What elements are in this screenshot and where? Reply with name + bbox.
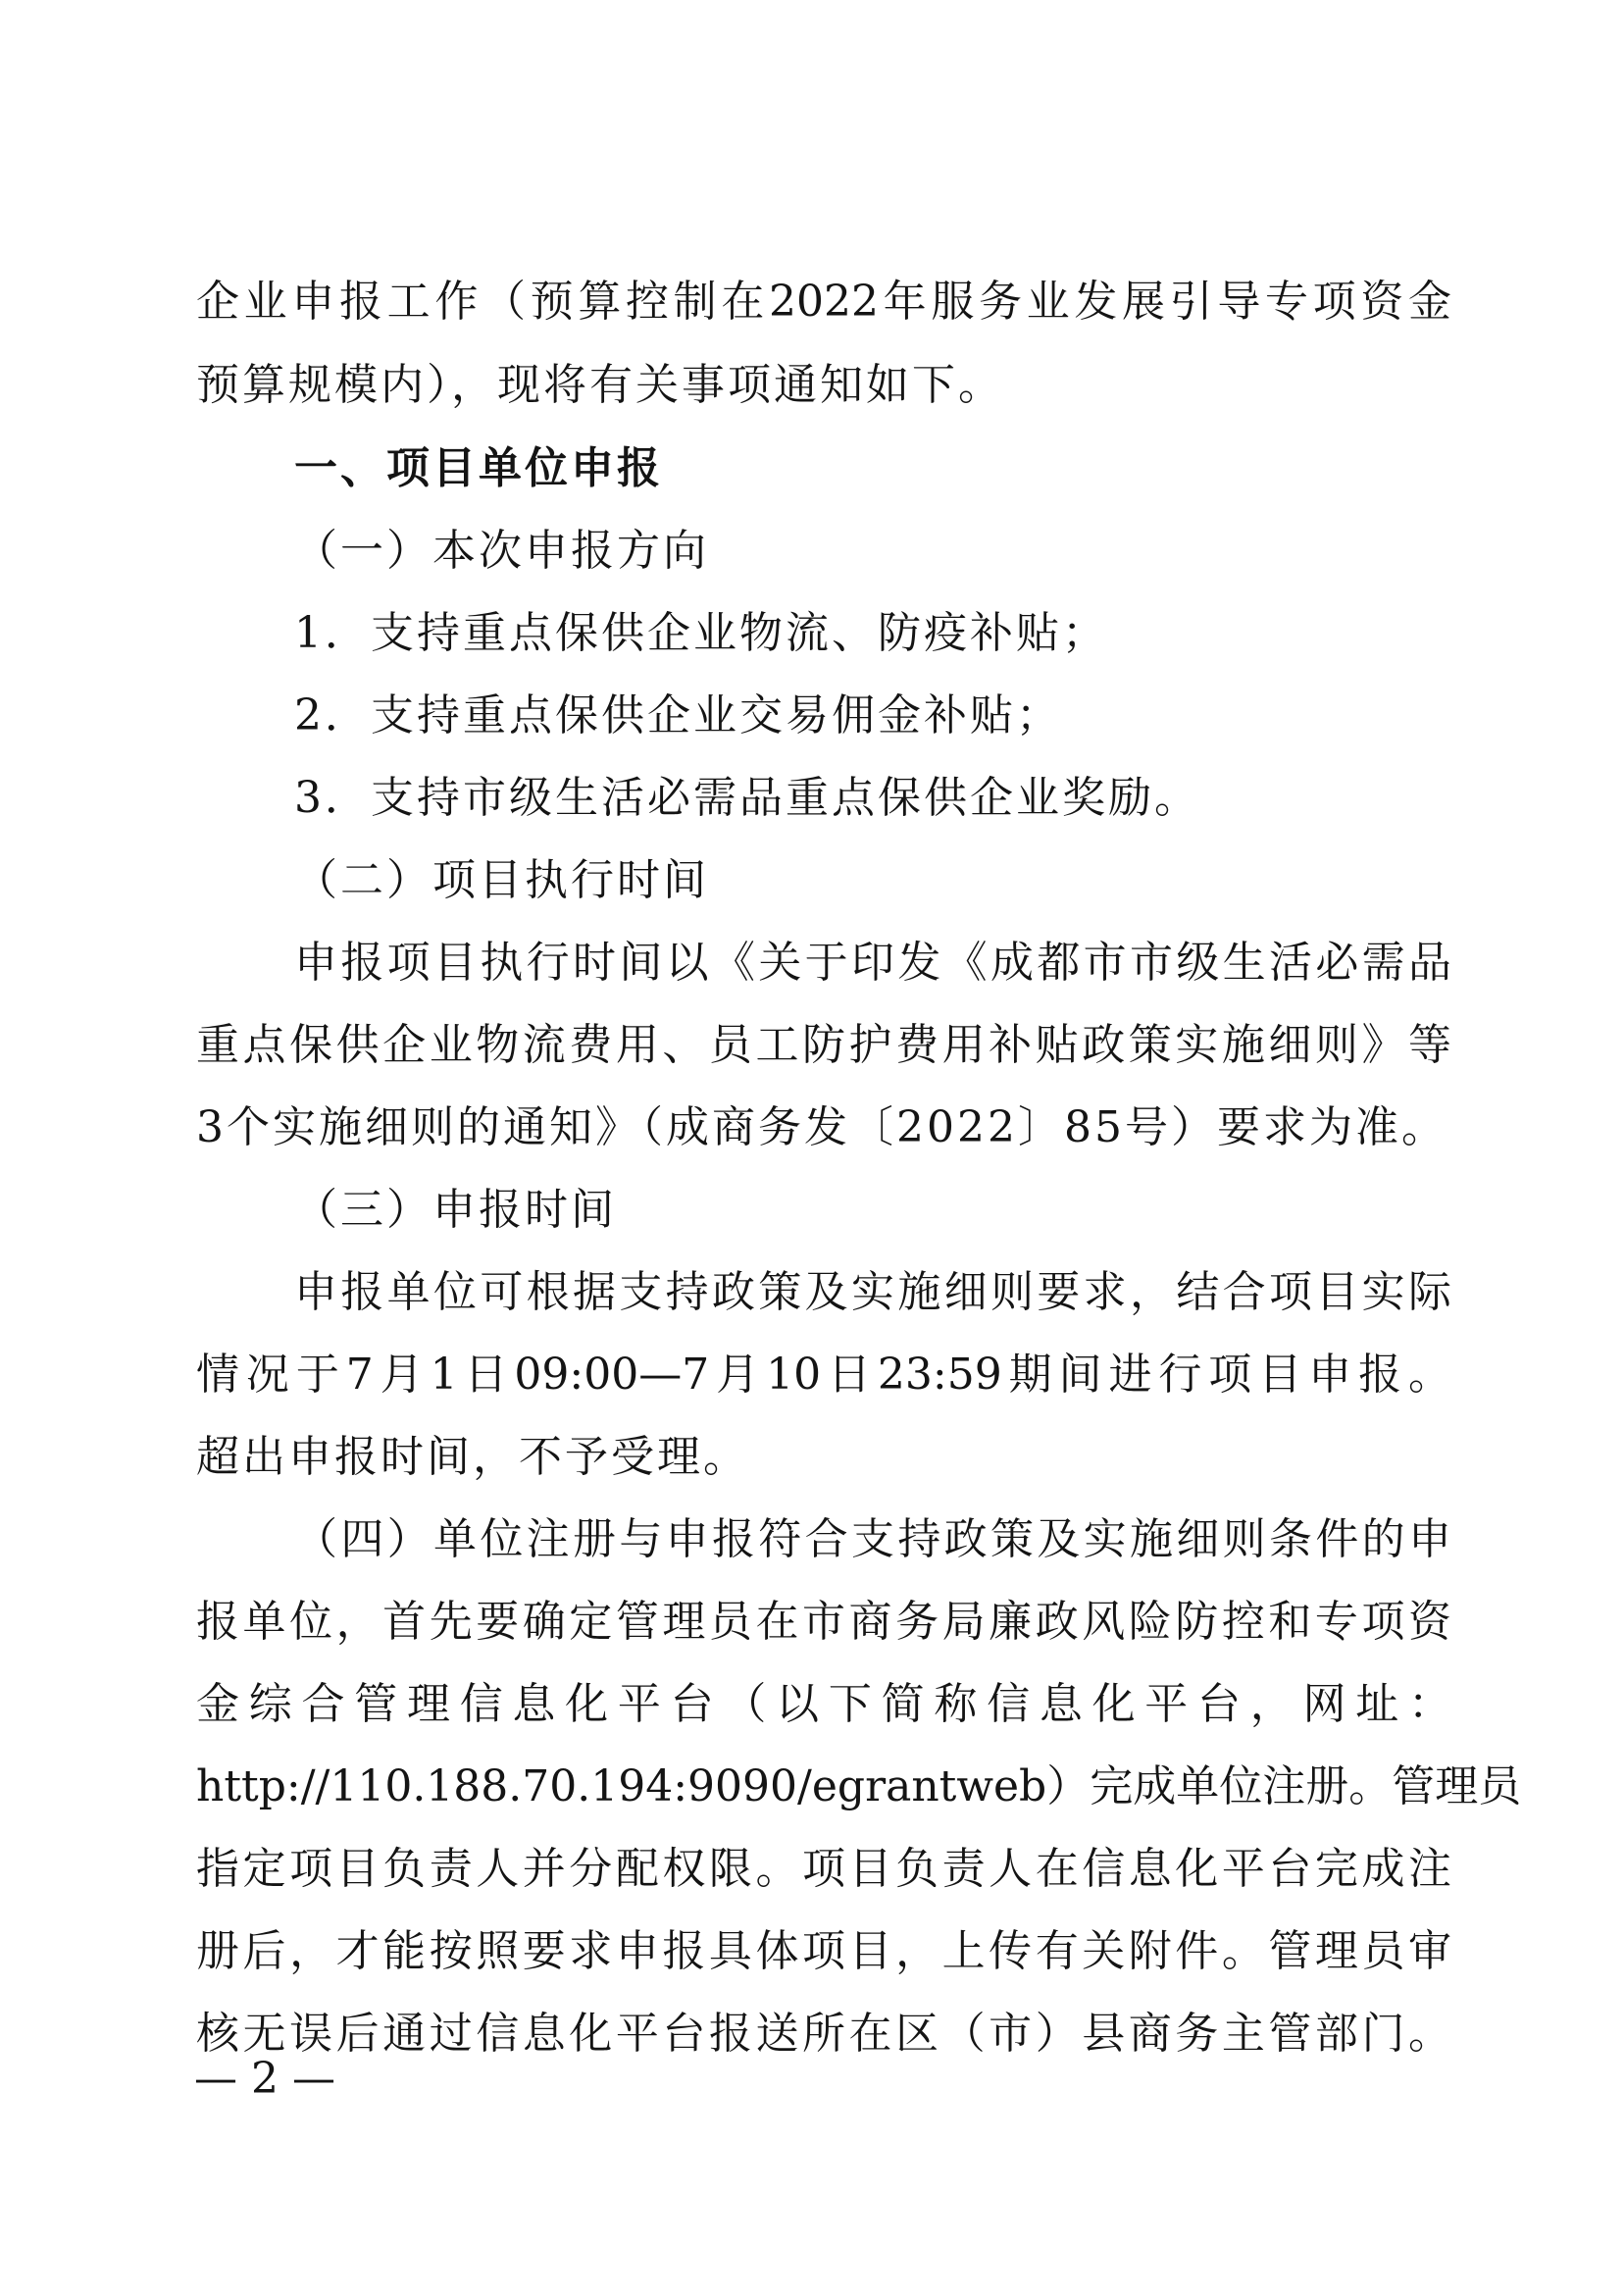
subheading-execution-time: （二）项目执行时间 — [294, 855, 709, 905]
paragraph-intro-line-2: 预算规模内），现将有关事项通知如下。 — [196, 360, 1004, 410]
paragraph-application-time-line-2: 情况于7月1日09:00—7月10日23:59期间进行项目申报。 — [196, 1350, 1451, 1400]
paragraph-intro-line-1: 企业申报工作（预算控制在2022年服务业发展引导专项资金 — [196, 277, 1451, 327]
subheading-application-time: （三）申报时间 — [294, 1185, 617, 1235]
paragraph-registration-line-4-url: http://110.188.70.194:9090/egrantweb）完成单位注册。管理员 — [196, 1761, 1522, 1811]
paragraph-registration-line-1: （四）单位注册与申报符合支持政策及实施细则条件的申 — [294, 1514, 1451, 1564]
list-item-3: 3．支持市级生活必需品重点保供企业奖励。 — [294, 773, 1200, 823]
paragraph-registration-line-6: 册后，才能按照要求申报具体项目，上传有关附件。管理员审 — [196, 1926, 1451, 1976]
paragraph-application-time-line-3: 超出申报时间，不予受理。 — [196, 1432, 749, 1482]
paragraph-registration-line-7: 核无误后通过信息化平台报送所在区（市）县商务主管部门。 — [196, 2009, 1451, 2059]
paragraph-execution-time-line-2: 重点保供企业物流费用、员工防护费用补贴政策实施细则》等 — [196, 1020, 1451, 1070]
paragraph-registration-line-3: 金综合管理信息化平台（以下简称信息化平台，网址： — [196, 1679, 1451, 1729]
section-heading-project-unit-application: 一、项目单位申报 — [294, 443, 663, 493]
paragraph-registration-line-5: 指定项目负责人并分配权限。项目负责人在信息化平台完成注 — [196, 1844, 1451, 1894]
page-number: — 2 — — [194, 2054, 335, 2104]
paragraph-application-time-line-1: 申报单位可根据支持政策及实施细则要求，结合项目实际 — [294, 1267, 1451, 1317]
list-item-2: 2．支持重点保供企业交易佣金补贴； — [294, 690, 1062, 740]
paragraph-registration-line-2: 报单位，首先要确定管理员在市商务局廉政风险防控和专项资 — [196, 1597, 1451, 1647]
list-item-1: 1．支持重点保供企业物流、防疫补贴； — [294, 608, 1108, 658]
paragraph-execution-time-line-3: 3个实施细则的通知》（成商务发〔2022〕85号）要求为准。 — [196, 1102, 1447, 1152]
subheading-application-direction: （一）本次申报方向 — [294, 526, 709, 576]
paragraph-execution-time-line-1: 申报项目执行时间以《关于印发《成都市市级生活必需品 — [294, 938, 1451, 988]
